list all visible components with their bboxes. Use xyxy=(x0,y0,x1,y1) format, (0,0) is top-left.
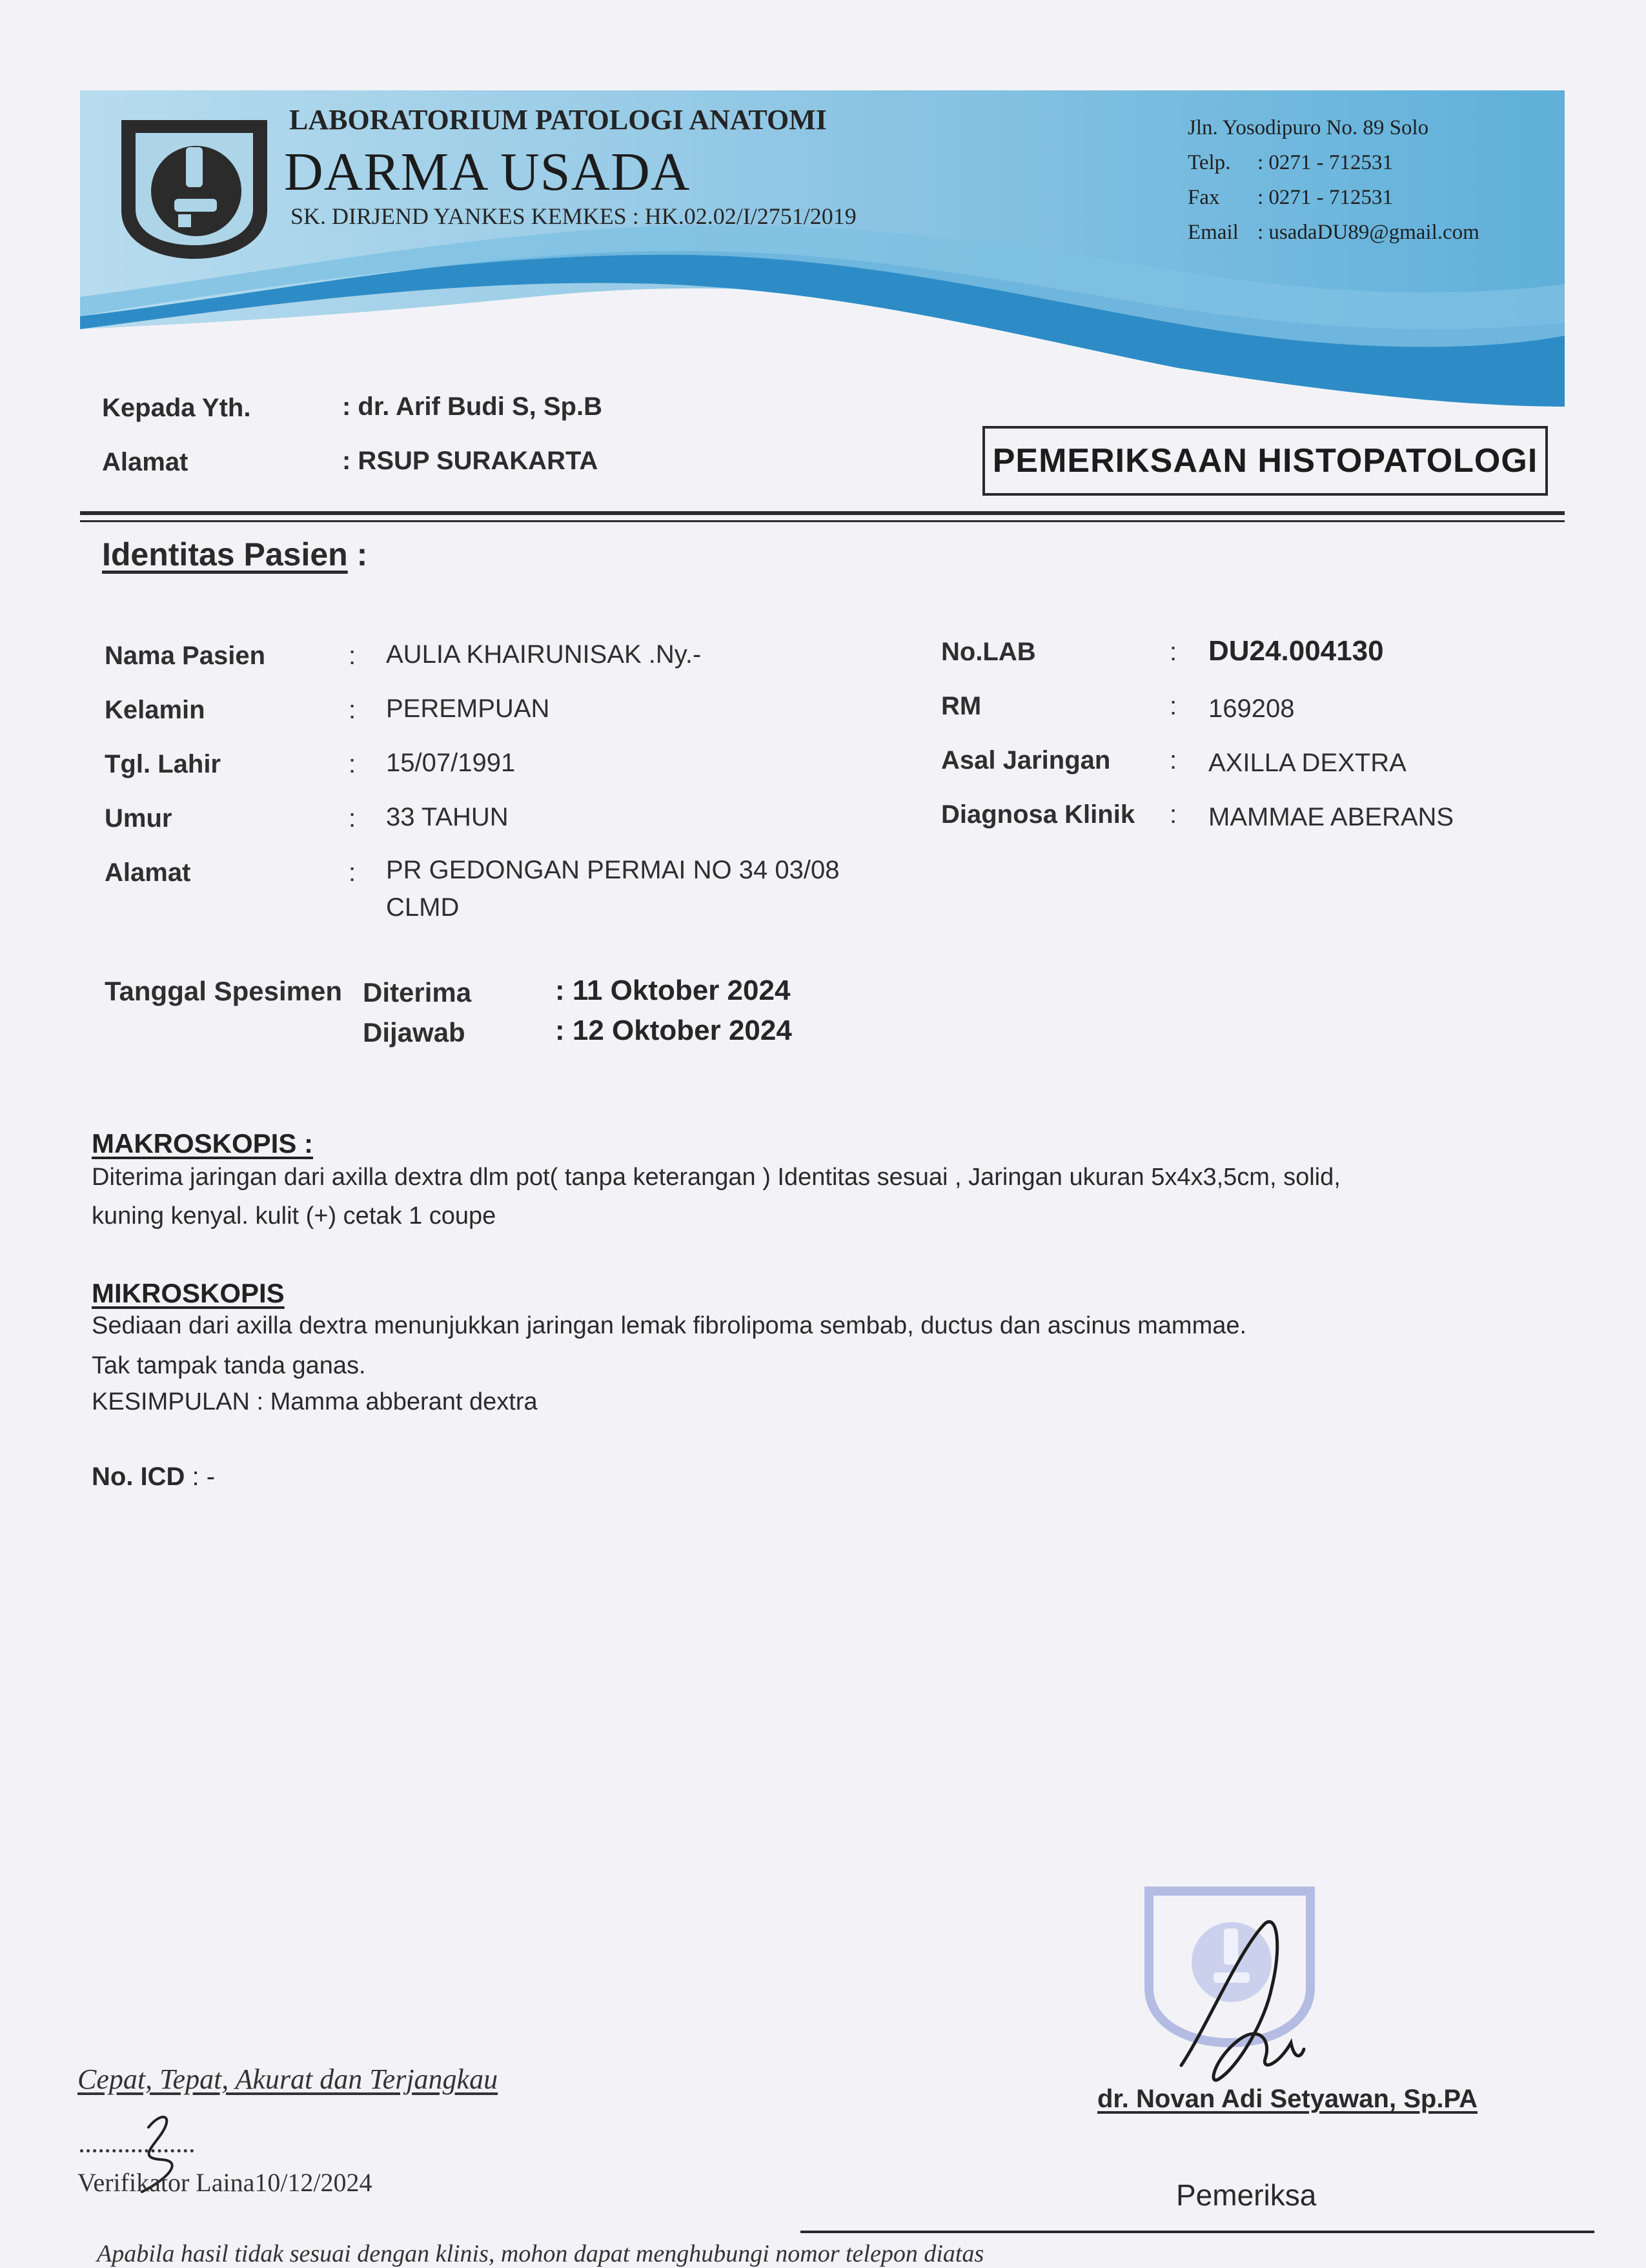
answered-label: Dijawab xyxy=(363,1017,465,1048)
microscopic-heading: MIKROSKOPIS xyxy=(92,1278,285,1308)
patient-age-label: Umur xyxy=(105,804,172,833)
examiner-role: Pemeriksa xyxy=(1176,2178,1317,2212)
colon: : xyxy=(349,696,356,724)
exam-title-box: PEMERIKSAAN HISTOPATOLOGI xyxy=(982,426,1548,496)
fax-label: Fax xyxy=(1188,186,1220,209)
colon: : xyxy=(1170,692,1177,720)
icd-label: No. ICD xyxy=(92,1463,185,1491)
colon: : xyxy=(349,642,356,670)
contact-email xyxy=(1188,221,1479,245)
rm-value: 169208 xyxy=(1208,694,1295,723)
patient-dob-value: 15/07/1991 xyxy=(386,749,516,777)
rm-label: RM xyxy=(941,692,982,720)
colon: : xyxy=(349,750,356,778)
microscopic-line-1: Sediaan dari axilla dextra menunjukkan jaringan lemak fibrolipoma sembab, ductus dan ascinus mammae. xyxy=(92,1312,1247,1339)
doctor-name: dr. Novan Adi Setyawan, Sp.PA xyxy=(1097,2085,1478,2113)
clinical-diagnosis-value: MAMMAE ABERANS xyxy=(1208,803,1454,831)
patient-address-line1: PR GEDONGAN PERMAI NO 34 03/08 xyxy=(386,856,840,884)
colon: : xyxy=(1170,800,1177,829)
phone-label: Telp. xyxy=(1188,151,1231,174)
icd-value: : - xyxy=(185,1463,216,1491)
tissue-origin-label: Asal Jaringan xyxy=(941,746,1111,775)
colon: : xyxy=(1170,746,1177,775)
recipient-address-value: : RSUP SURAKARTA xyxy=(342,447,598,475)
icd-row xyxy=(92,1463,215,1492)
patient-address-line2: CLMD xyxy=(386,893,460,922)
patient-sex-label: Kelamin xyxy=(105,696,205,724)
colon: : xyxy=(349,858,356,887)
recipient-value: : dr. Arif Budi S, Sp.B xyxy=(342,392,602,421)
conclusion-line: KESIMPULAN : Mamma abberant dextra xyxy=(92,1388,538,1415)
email-label: Email xyxy=(1188,221,1239,244)
recipient-address-label: Alamat xyxy=(102,448,188,476)
phone-value: : 0271 - 712531 xyxy=(1257,151,1393,174)
footer-rule xyxy=(800,2231,1594,2233)
fax-value: : 0271 - 712531 xyxy=(1257,186,1393,209)
patient-name-label: Nama Pasien xyxy=(105,642,266,670)
received-label: Diterima xyxy=(363,977,472,1007)
macroscopic-line-2: kuning kenyal. kulit (+) cetak 1 coupe xyxy=(92,1202,496,1230)
macroscopic-line-1: Diterima jaringan dari axilla dextra dlm pot( tanpa keterangan ) Identitas sesuai , Jaringan ukuran 5x4x3,5cm, solid, xyxy=(92,1164,1341,1191)
patient-section-title xyxy=(102,536,367,573)
footer-note: Apabila hasil tidak sesuai dengan klinis, mohon dapat menghubungi nomor telepon diatas xyxy=(97,2240,984,2267)
lab-title: LABORATORIUM PATOLOGI ANATOMI xyxy=(289,104,827,136)
patient-section-label: Identitas Pasien xyxy=(102,536,348,572)
patient-age-value: 33 TAHUN xyxy=(386,803,509,831)
patient-sex-value: PEREMPUAN xyxy=(386,694,550,723)
lab-name: DARMA USADA xyxy=(284,142,691,202)
doctor-signature-icon xyxy=(1168,1910,1310,2104)
verifier-dotted-line xyxy=(80,2149,194,2152)
double-rule-top xyxy=(80,511,1565,515)
lab-logo-icon xyxy=(115,114,274,262)
tissue-origin-value: AXILLA DEXTRA xyxy=(1208,749,1407,777)
lab-registration: SK. DIRJEND YANKES KEMKES : HK.02.02/I/2751/2019 xyxy=(290,203,857,229)
answered-date: : 12 Oktober 2024 xyxy=(555,1015,792,1046)
patient-address-label: Alamat xyxy=(105,858,191,887)
lab-motto: Cepat, Tepat, Akurat dan Terjangkau xyxy=(77,2063,498,2095)
lab-no-value: DU24.004130 xyxy=(1208,635,1384,667)
microscopic-line-2: Tak tampak tanda ganas. xyxy=(92,1352,366,1379)
double-rule-bottom xyxy=(80,520,1565,522)
patient-dob-label: Tgl. Lahir xyxy=(105,750,221,778)
lab-no-label: No.LAB xyxy=(941,638,1036,666)
contact-address: Jln. Yosodipuro No. 89 Solo xyxy=(1188,116,1429,139)
patient-section-suffix: : xyxy=(347,536,368,572)
email-value: : usadaDU89@gmail.com xyxy=(1257,221,1479,244)
recipient-label: Kepada Yth. xyxy=(102,394,251,422)
macroscopic-heading: MAKROSKOPIS : xyxy=(92,1128,314,1159)
verifier-line: Verifikator Laina10/12/2024 xyxy=(77,2168,372,2197)
contact-fax xyxy=(1188,186,1393,210)
clinical-diagnosis-label: Diagnosa Klinik xyxy=(941,800,1135,829)
contact-phone xyxy=(1188,151,1393,175)
received-date: : 11 Oktober 2024 xyxy=(555,975,791,1006)
colon: : xyxy=(1170,638,1177,666)
colon: : xyxy=(349,804,356,833)
specimen-date-label: Tanggal Spesimen xyxy=(105,976,342,1006)
patient-name-value: AULIA KHAIRUNISAK .Ny.- xyxy=(386,640,702,669)
